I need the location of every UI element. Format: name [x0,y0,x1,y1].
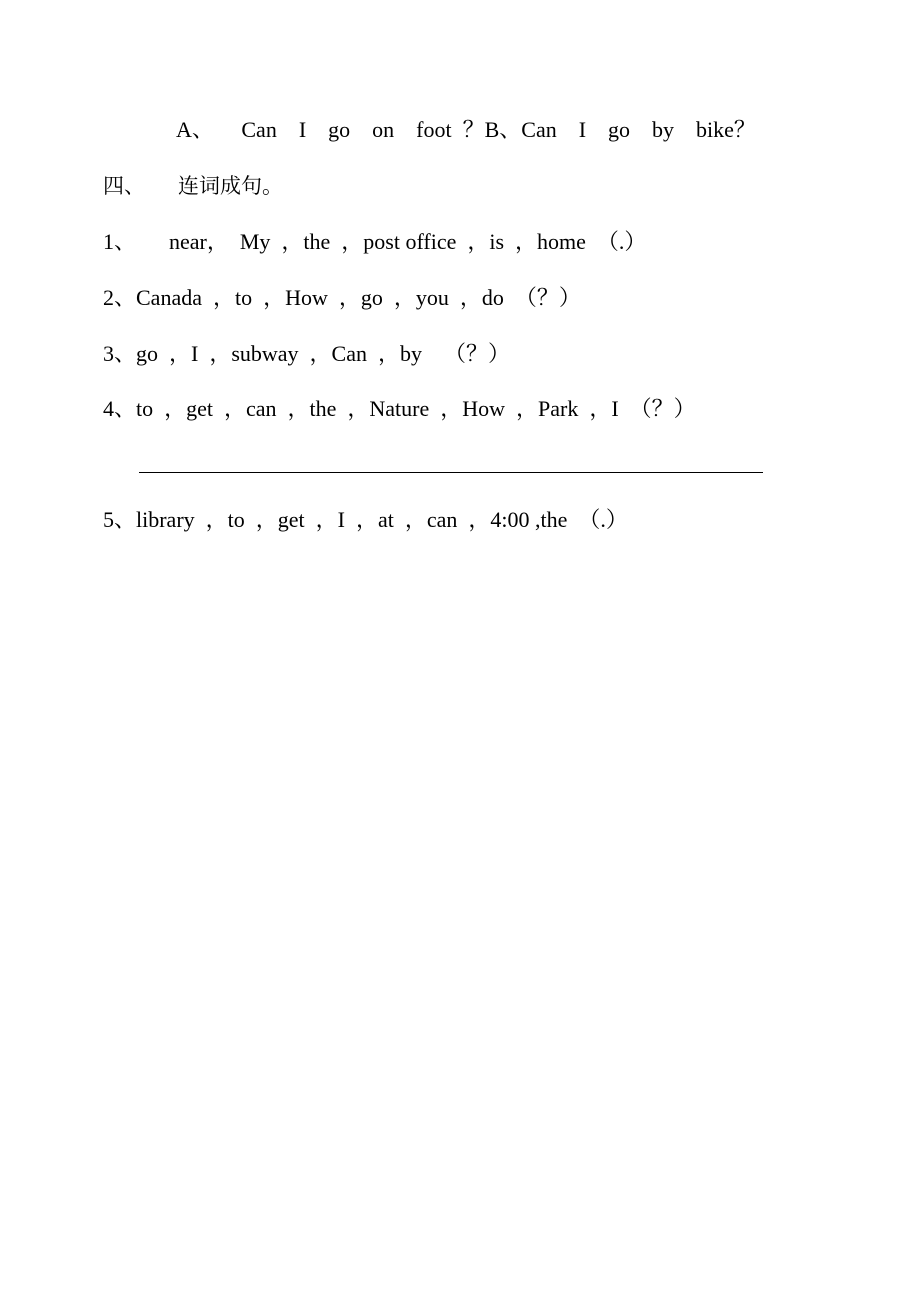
question-5: 5、library ，to ，get ，I ，at ，can ，4:00 ,the （.） [103,507,628,532]
section-heading [103,172,283,200]
answer-blank-line [139,472,763,473]
question-2: 2、Canada ，to ，How ，go ，you ，do （？） [103,285,581,310]
question-4: 4、to ，get ，can ，the ，Nature ，How ，Park ，I （？） [103,396,696,421]
question-3: 3、go ，I ，subway ，Can ，by （？） [103,341,510,366]
section-number: 四、 [103,174,145,198]
answer-choices-line: A、 Can I go on foot ？B、Can I go by bike？ [176,117,756,142]
section-title: 连词成句。 [178,174,283,198]
question-1: 1、 near， My ，the ，post office ，is ，home （.） [103,229,647,254]
